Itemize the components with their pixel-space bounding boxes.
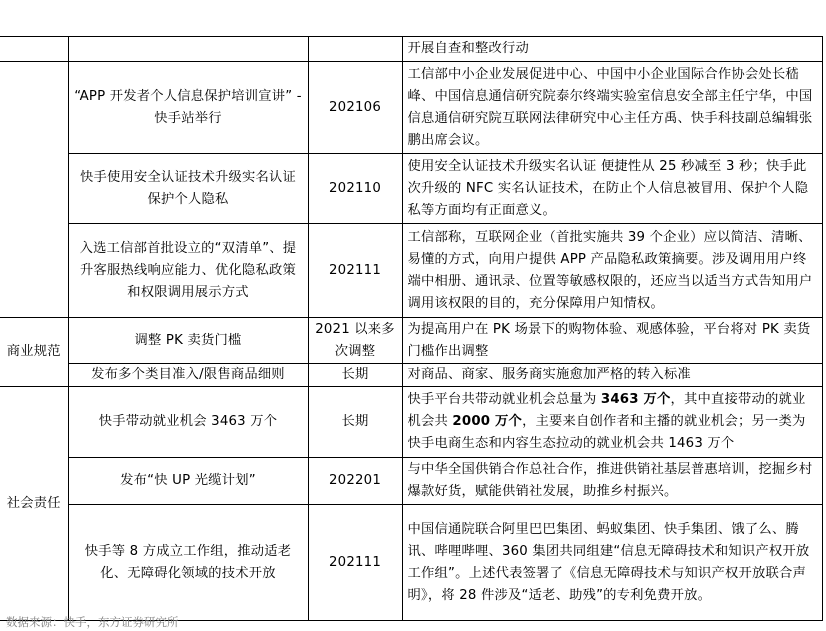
table-row (0, 505, 822, 621)
time-cell: 202111 (308, 505, 402, 621)
table-row (0, 387, 822, 458)
time-cell: 202106 (308, 62, 402, 154)
event-cell: “APP 开发者个人信息保护培训宣讲” -快手站举行 (68, 62, 308, 154)
time-cell: 长期 (308, 387, 402, 458)
category-cell (0, 62, 68, 318)
event-cell: 发布“快 UP 光缆计划” (68, 458, 308, 505)
time-cell: 202201 (308, 458, 402, 505)
source-note: 数据来源：快手，东方证券研究所 (6, 615, 179, 629)
policy-table (0, 36, 823, 621)
table-row (0, 224, 822, 318)
category-cell: 商业规范 (0, 318, 68, 387)
desc-cell: 对商品、商家、服务商实施愈加严格的转入标准 (402, 364, 822, 387)
time-cell: 202111 (308, 224, 402, 318)
time-cell: 2021 以来多次调整 (308, 318, 402, 364)
time-cell: 202110 (308, 154, 402, 224)
event-cell: 调整 PK 卖货门槛 (68, 318, 308, 364)
desc-cell: 使用安全认证技术升级实名认证 便捷性从 25 秒减至 3 秒；快手此次升级的 NFC 实名认证技术，在防止个人信息被冒用、保护个人隐私等方面均有正面意义。 (402, 154, 822, 224)
category-cell (0, 37, 68, 62)
desc-cell: 工信部称，互联网企业（首批实施共 39 个企业）应以简洁、清晰、易懂的方式，向用户提供 APP 产品隐私政策摘要。涉及调用用户终端中相册、通讯录、位置等敏感权限的，还应当以适当方式告知用户调用该权限的目的，充分保障用户知情权。 (402, 224, 822, 318)
time-cell: 长期 (308, 364, 402, 387)
category-cell: 社会责任 (0, 387, 68, 621)
table-row (0, 37, 822, 62)
desc-cell: 中国信通院联合阿里巴巴集团、蚂蚁集团、快手集团、饿了么、腾讯、哔哩哔哩、360 集团共同组建“信息无障碍技术和知识产权开放工作组”。上述代表签署了《信息无障碍技术与知识产权开放联合声明》，将 28 件涉及“适老、助残”的专利免费开放。 (402, 505, 822, 621)
event-cell (68, 37, 308, 62)
desc-cell: 开展自查和整改行动 (402, 37, 822, 62)
table-row (0, 458, 822, 505)
event-cell: 快手带动就业机会 3463 万个 (68, 387, 308, 458)
event-cell: 快手使用安全认证技术升级实名认证 保护个人隐私 (68, 154, 308, 224)
table-row (0, 364, 822, 387)
desc-cell: 快手平台共带动就业机会总量为 3463 万个，其中直接带动的就业机会共 2000 万个，主要来自创作者和主播的就业机会；另一类为快手电商生态和内容生态拉动的就业机会共 1463 万个 (402, 387, 822, 458)
table-row (0, 154, 822, 224)
desc-cell: 与中华全国供销合作总社合作，推进供销社基层普惠培训，挖掘乡村爆款好货，赋能供销社发展，助推乡村振兴。 (402, 458, 822, 505)
event-cell: 发布多个类目准入/限售商品细则 (68, 364, 308, 387)
event-cell: 快手等 8 方成立工作组，推动适老化、无障碍化领域的技术开放 (68, 505, 308, 621)
table-row (0, 318, 822, 364)
desc-cell: 为提高用户在 PK 场景下的购物体验、观感体验，平台将对 PK 卖货门槛作出调整 (402, 318, 822, 364)
desc-cell: 工信部中小企业发展促进中心、中国中小企业国际合作协会处长嵇峰、中国信息通信研究院泰尔终端实验室信息安全部主任宁华，中国信息通信研究院互联网法律研究中心主任方禹、快手科技副总编辑张鹏出席会议。 (402, 62, 822, 154)
table-row (0, 62, 822, 154)
event-cell: 入选工信部首批设立的“双清单”、提升客服热线响应能力、优化隐私政策和权限调用展示方式 (68, 224, 308, 318)
time-cell (308, 37, 402, 62)
